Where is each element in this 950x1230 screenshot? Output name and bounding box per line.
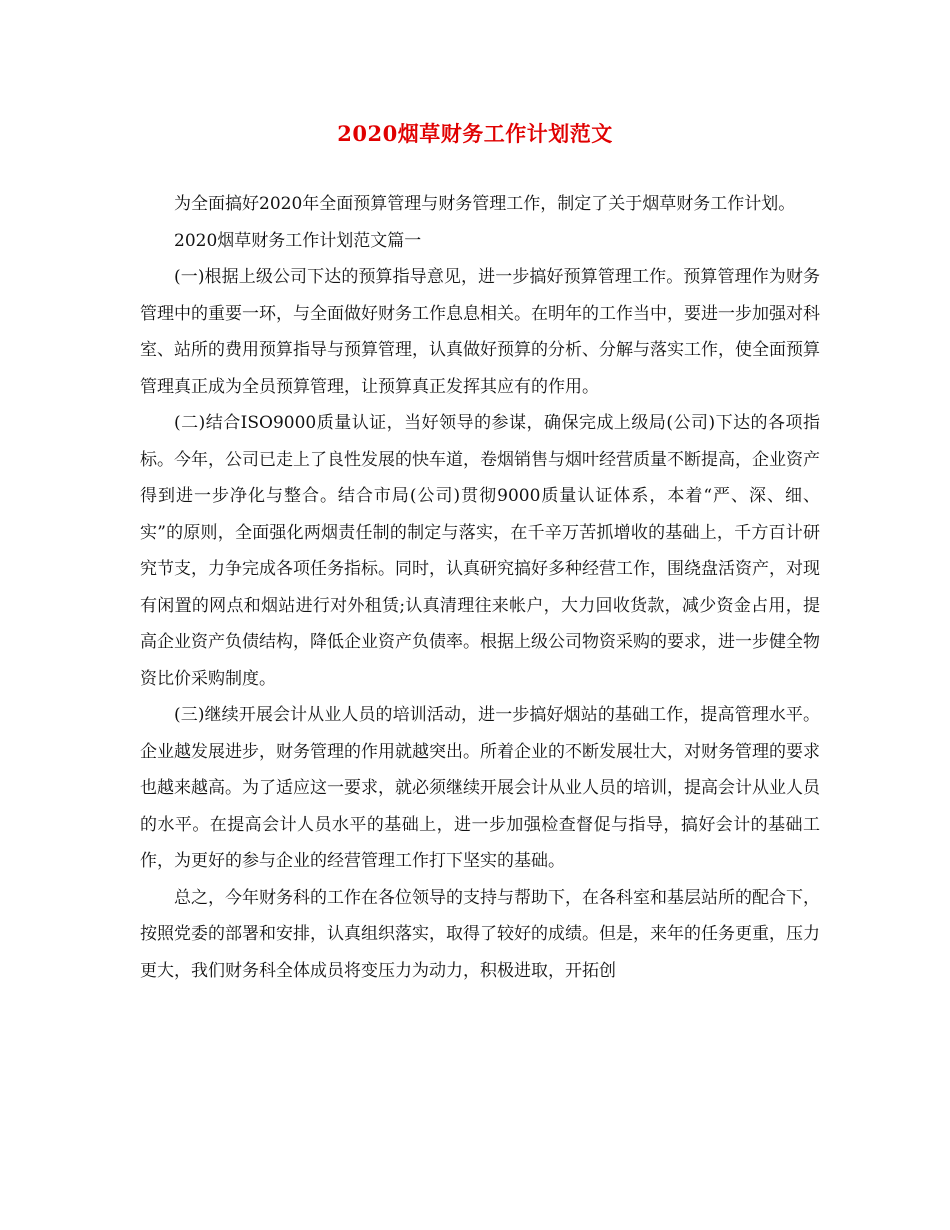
document-body bbox=[140, 186, 820, 989]
body-paragraph: 总之，今年财务科的工作在各位领导的支持与帮助下，在各科室和基层站所的配合下，按照党委的部署和安排，认真组织落实，取得了较好的成绩。但是，来年的任务更重，压力更大，我们财务科全体成员将变压力为动力，积极进取，开拓创 bbox=[140, 887, 820, 981]
intro-paragraph: 为全面搞好2020年全面预算管理与财务管理工作，制定了关于烟草财务工作计划。 bbox=[174, 194, 796, 214]
document-title: 2020烟草财务工作计划范文 bbox=[337, 121, 613, 146]
section-heading: 2020烟草财务工作计划范文篇一 bbox=[174, 230, 422, 251]
body-paragraph: (三)继续开展会计从业人员的培训活动，进一步搞好烟站的基础工作，提高管理水平。企业越发展进步，财务管理的作用就越突出。所着企业的不断发展壮大，对财务管理的要求也越来越高。为了适应这一要求，就必须继续开展会计从业人员的培训，提高会计从业人员的水平。在提高会计人员水平的基础上，进一步加强检查督促与指导，搞好会计的基础工作，为更好的参与企业的经营管理工作打下坚实的基础。 bbox=[140, 705, 820, 871]
body-paragraph: (一)根据上级公司下达的预算指导意见，进一步搞好预算管理工作。预算管理作为财务管理中的重要一环，与全面做好财务工作息息相关。在明年的工作当中，要进一步加强对科室、站所的费用预算指导与预算管理，认真做好预算的分析、分解与落实工作，使全面预算管理真正成为全员预算管理，让预算真正发挥其应有的作用。 bbox=[140, 267, 820, 397]
body-paragraph: (二)结合ISO9000质量认证，当好领导的参谋，确保完成上级局(公司)下达的各项指标。今年，公司已走上了良性发展的快车道，卷烟销售与烟叶经营质量不断提高，企业资产得到进一步净化与整合。结合市局(公司)贯彻9000质量认证体系，本着“严、深、细、实”的原则，全面强化两烟责任制的制定与落实，在千辛万苦抓增收的基础上，千方百计研究节支，力争完成各项任务指标。同时，认真研究搞好多种经营工作，围绕盘活资产，对现有闲置的网点和烟站进行对外租赁;认真清理往来帐户，大力回收货款，减少资金占用，提高企业资产负债结构，降低企业资产负债率。根据上级公司物资采购的要求，进一步健全物资比价采购制度。 bbox=[140, 413, 820, 689]
